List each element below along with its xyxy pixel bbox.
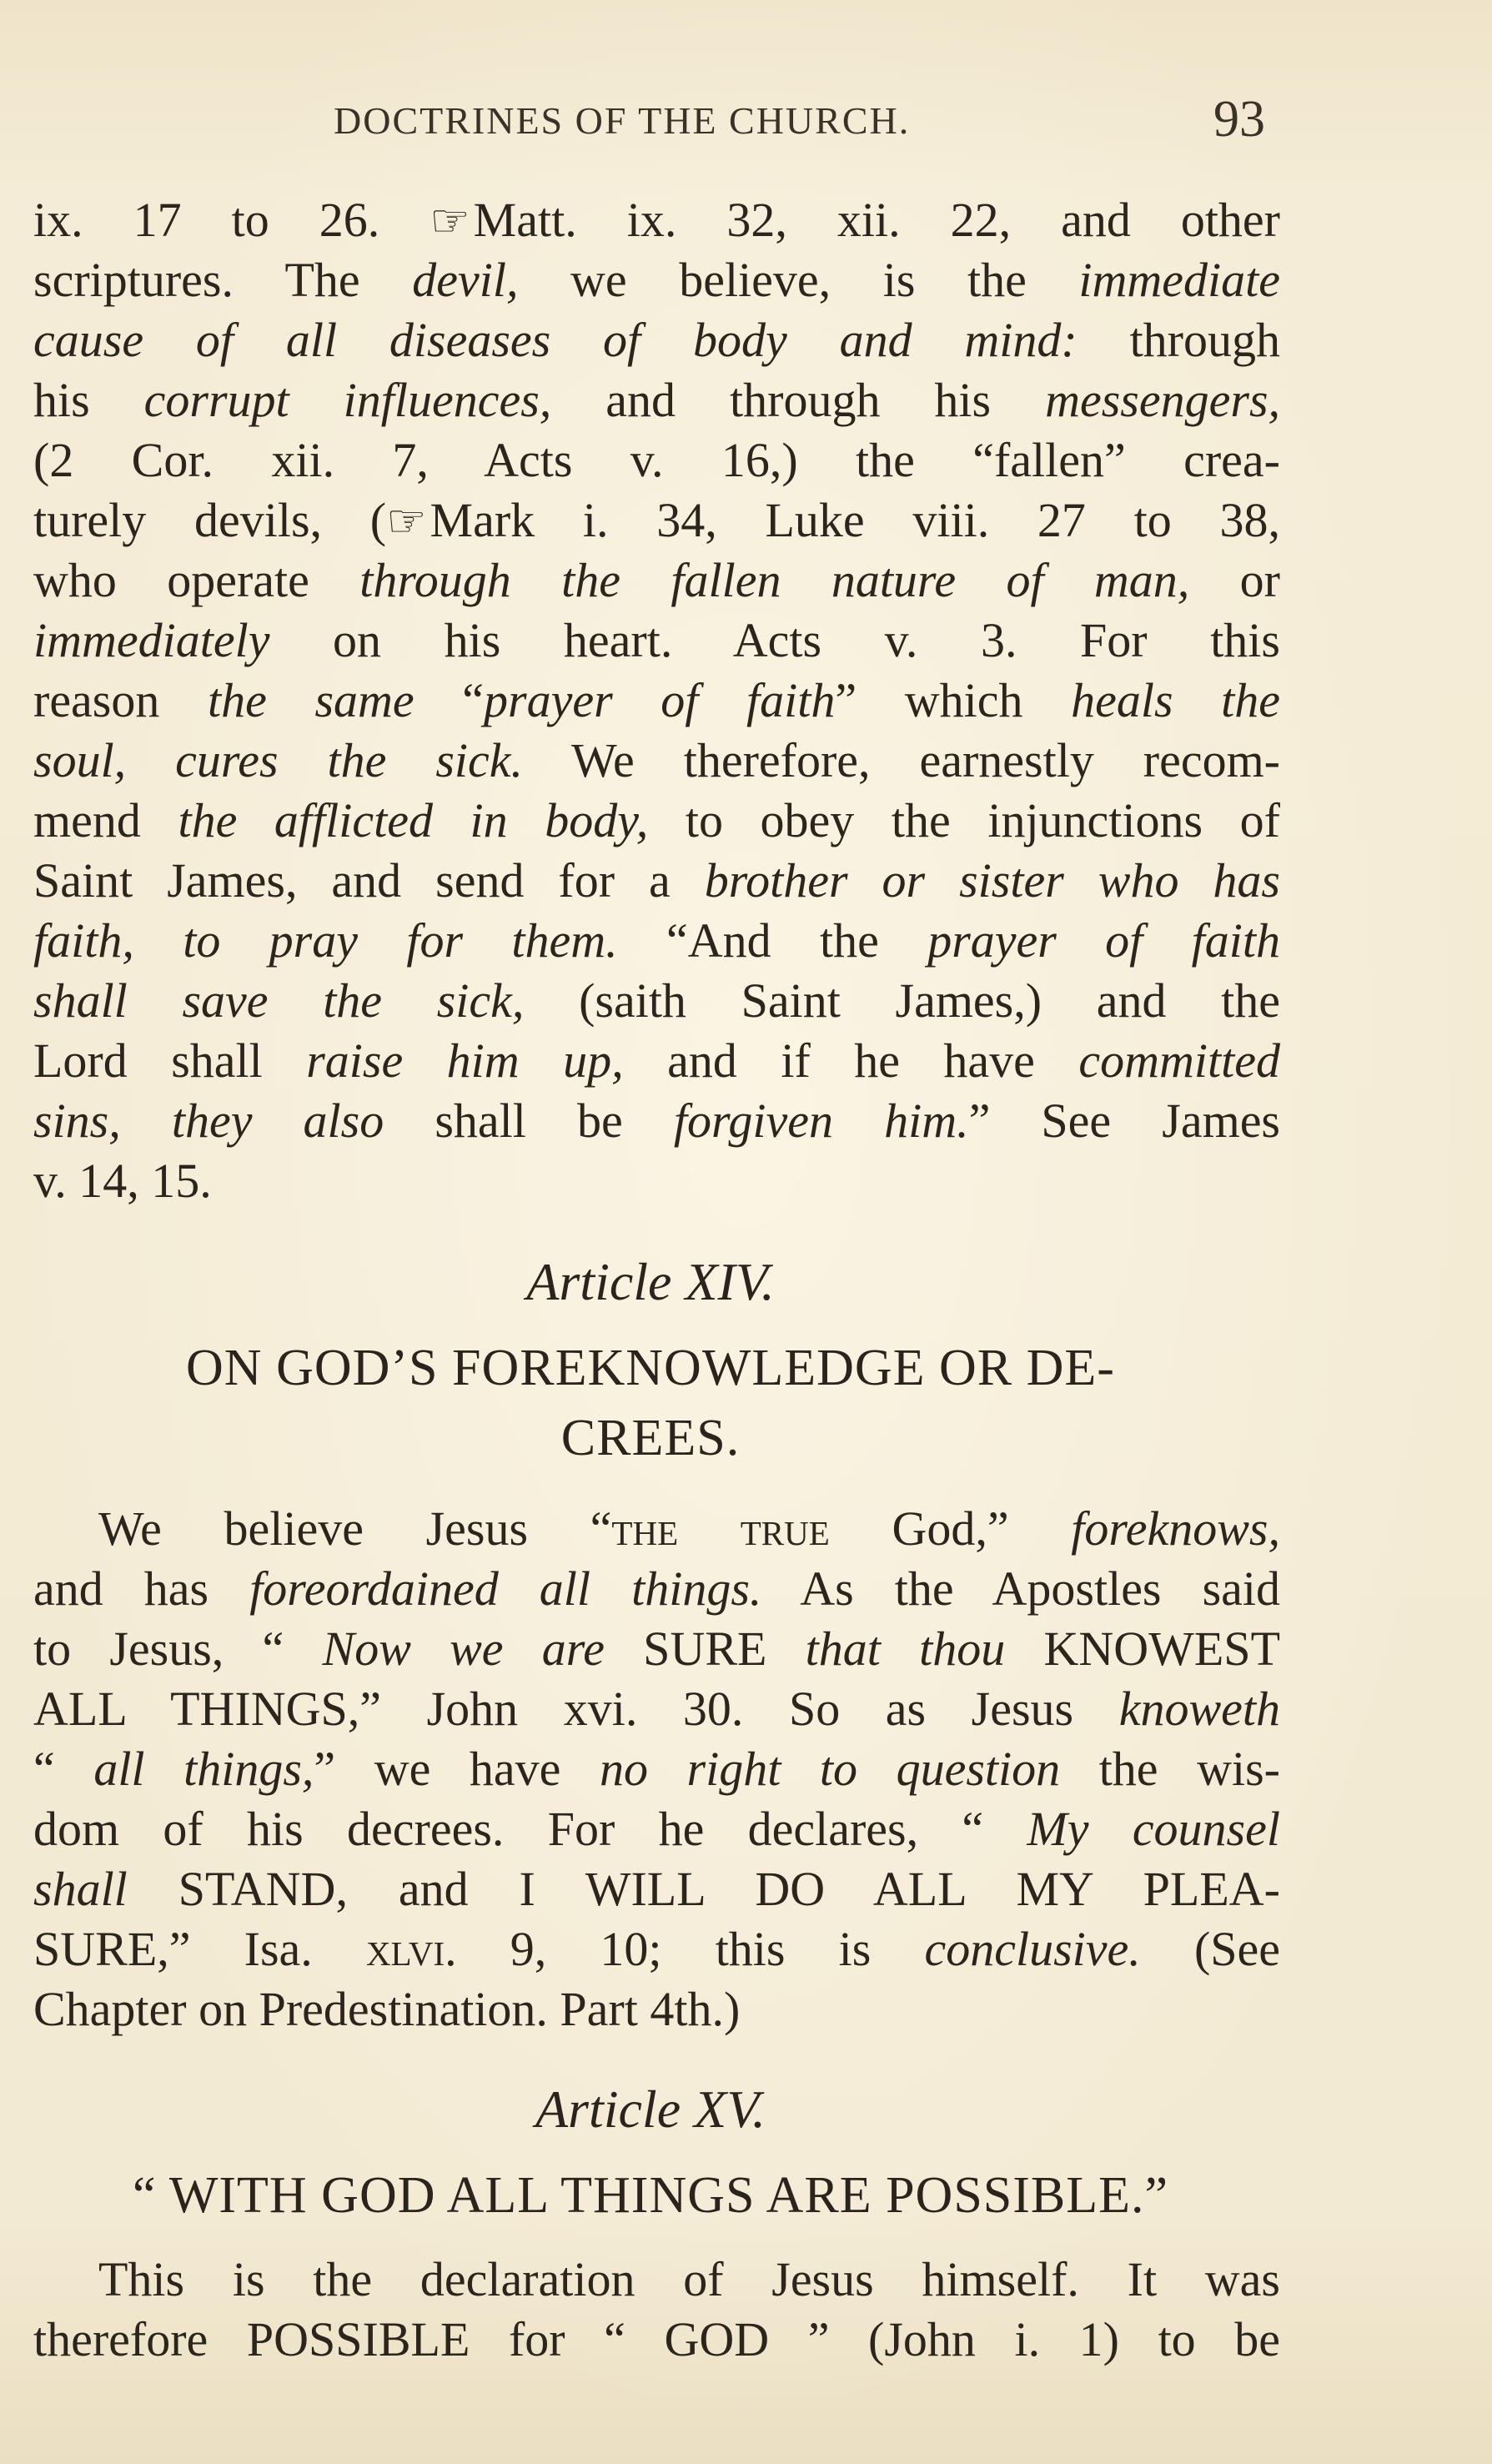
text-line: v. 14, 15. (33, 1154, 212, 1208)
running-title: DOCTRINES OF THE CHURCH. (334, 99, 911, 142)
text-line: who operate through the fallen nature of man, or (33, 553, 1280, 607)
text-line: SURE,” Isa. xlvi. 9, 10; this is conclusive. (See (33, 1922, 1280, 1976)
text-line: ix. 17 to 26. ☞Matt. ix. 32, xii. 22, and other (33, 190, 1280, 250)
article-14-title (0, 1333, 1301, 1473)
text-line: soul, cures the sick. We therefore, earnestly recom- (33, 733, 1280, 787)
paragraph-foreknowledge (33, 1499, 1280, 2039)
text-line: turely devils, (☞Mark i. 34, Luke viii. 27 to 38, (33, 490, 1280, 551)
article-14-title-line: ON GOD’S FOREKNOWLEDGE OR DE- (186, 1340, 1115, 1396)
article-15-label: Article XV. (535, 2079, 766, 2139)
text-line: ALL THINGS,” John xvi. 30. So as Jesus knoweth (33, 1682, 1280, 1736)
text-line: shall save the sick, (saith Saint James,) and the (33, 973, 1280, 1028)
text-line: therefore POSSIBLE for “ GOD ” (John i. 1) to be (33, 2312, 1280, 2366)
text-line: mend the afflicted in body, to obey the injunctions of (33, 793, 1280, 847)
text-line: immediately on his heart. Acts v. 3. For this (33, 613, 1280, 667)
paragraph-diseases (33, 190, 1280, 1211)
article-14-label: Article XIV. (526, 1252, 775, 1311)
text-line: Saint James, and send for a brother or sister who has (33, 853, 1280, 908)
article-14-title-line: CREES. (560, 1410, 741, 1466)
text-line: Lord shall raise him up, and if he have committed (33, 1033, 1280, 1088)
text-line: scriptures. The devil, we believe, is the immediate (33, 253, 1280, 307)
paragraph-possible (33, 2250, 1280, 2370)
text-line: to Jesus, “ Now we are SURE that thou KNOWEST (33, 1622, 1280, 1676)
text-line: This is the declaration of Jesus himself. It was (98, 2252, 1280, 2306)
text-line: faith, to pray for them. “And the prayer of faith (33, 913, 1280, 968)
text-line: cause of all diseases of body and mind: through (33, 313, 1280, 367)
text-line: reason the same “prayer of faith” which heals the (33, 673, 1280, 727)
text-line: (2 Cor. xii. 7, Acts v. 16,) the “fallen” crea- (33, 433, 1280, 487)
text-line: We believe Jesus “the true God,” foreknows, (98, 1501, 1280, 1556)
text-line: and has foreordained all things. As the Apostles said (33, 1561, 1280, 1616)
text-line: dom of his decrees. For he declares, “ My counsel (33, 1802, 1280, 1856)
text-line: his corrupt influences, and through his messengers, (33, 373, 1281, 427)
text-line: shall STAND, and I WILL DO ALL MY PLEA- (33, 1862, 1280, 1916)
page-number: 93 (1213, 91, 1265, 148)
article-15-title: “ WITH GOD ALL THINGS ARE POSSIBLE.” (132, 2167, 1169, 2224)
pointing-hand-icon: ☞ (386, 496, 427, 546)
text-line: “ all things,” we have no right to question the wis- (33, 1742, 1280, 1796)
pointing-hand-icon: ☞ (430, 196, 470, 246)
text-line: sins, they also shall be forgiven him.” See James (33, 1094, 1281, 1148)
text-line: Chapter on Predestination. Part 4th.) (33, 1982, 741, 2036)
